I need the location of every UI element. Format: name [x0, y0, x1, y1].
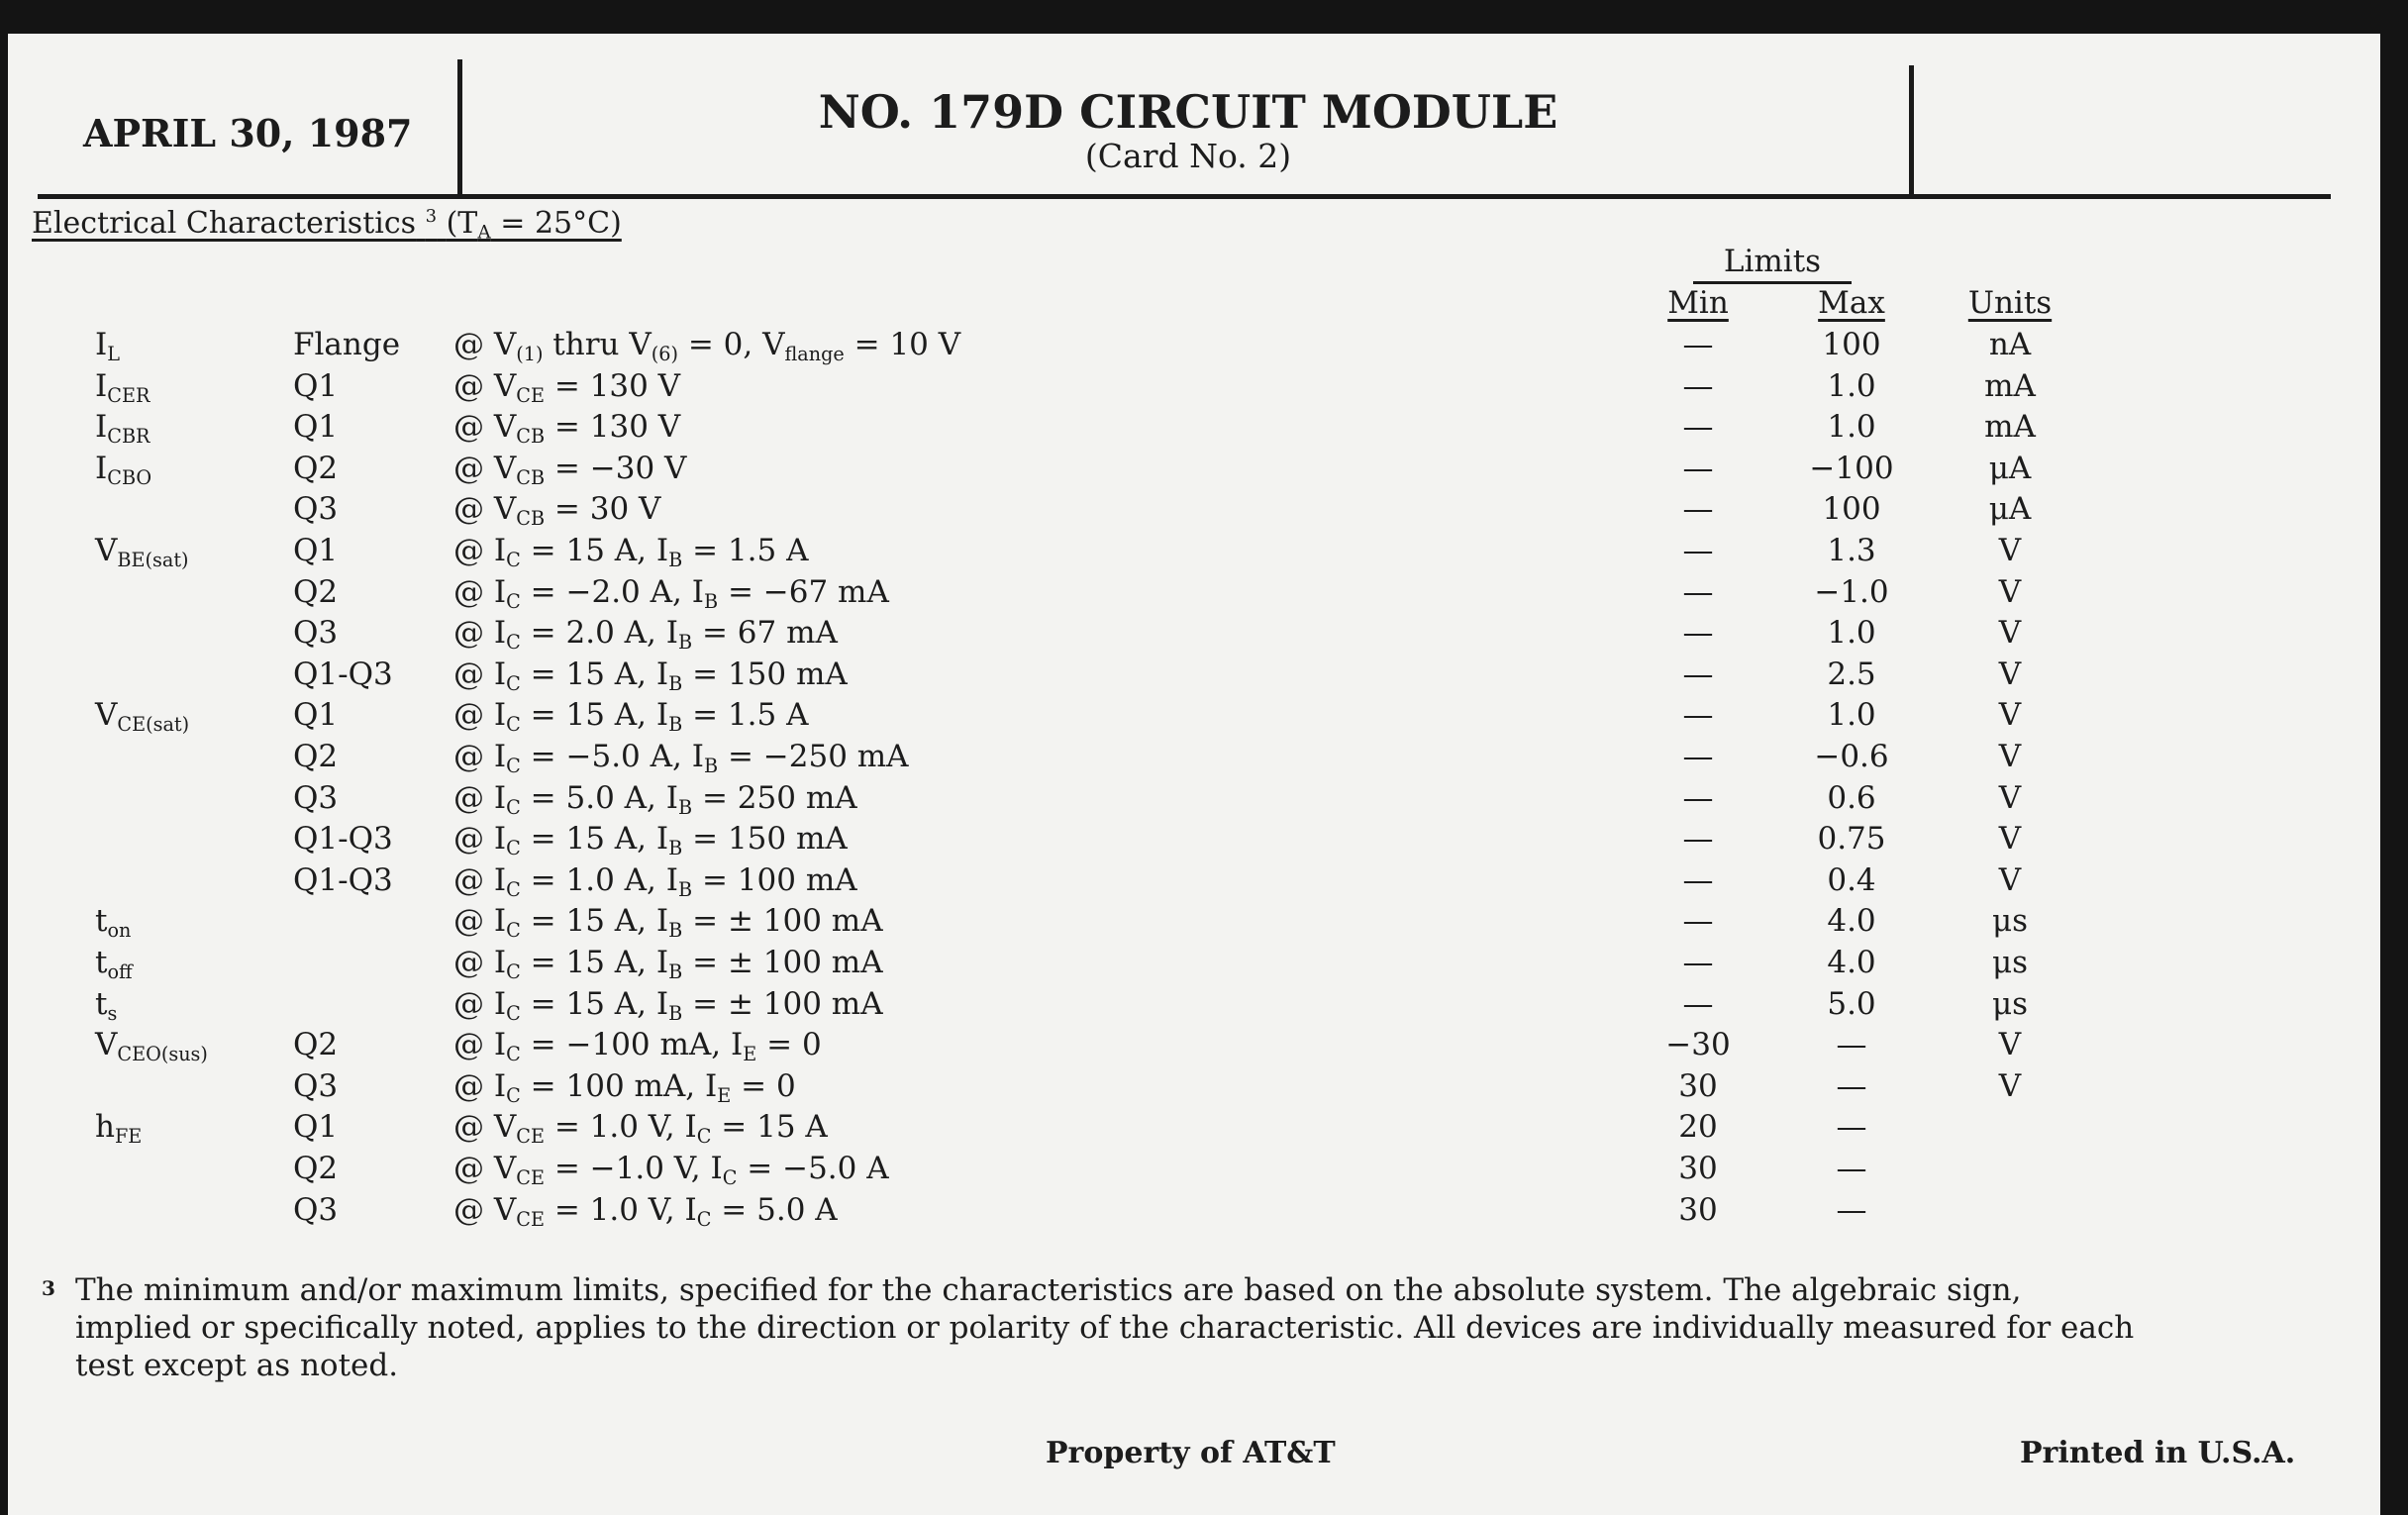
test-condition [453, 368, 681, 407]
condition-subscript: E [743, 1042, 757, 1065]
condition-text: = 2.0 A, I [520, 615, 678, 651]
param-base: I [95, 409, 108, 445]
param-base: I [95, 327, 108, 362]
limit-max: 4.0 [1827, 945, 1876, 980]
param-symbol [95, 986, 118, 1025]
test-condition [453, 409, 681, 448]
limit-max: 1.0 [1827, 368, 1876, 404]
condition-subscript: B [668, 671, 683, 695]
param-subscript: CER [107, 383, 150, 407]
limit-max: — [1836, 1109, 1867, 1145]
property-notice: Property of AT&T [1046, 1436, 1336, 1470]
condition-subscript: B [668, 548, 683, 571]
limit-min: — [1682, 368, 1714, 404]
test-condition [453, 780, 857, 819]
section-condition-suffix: = 25°C) [490, 206, 622, 241]
condition-subscript: C [506, 548, 521, 571]
condition-subscript: B [668, 960, 683, 983]
param-base: I [95, 368, 108, 404]
unit: V [1998, 1068, 2022, 1104]
condition-text: = 130 V [545, 409, 681, 445]
condition-text: = −30 V [545, 451, 687, 486]
device: Q1 [293, 368, 339, 404]
unit: V [1998, 574, 2022, 610]
param-subscript: BE(sat) [117, 548, 189, 571]
limit-max: 0.75 [1817, 821, 1886, 857]
limit-min: −30 [1665, 1027, 1731, 1062]
device: Q1-Q3 [293, 656, 393, 692]
test-condition [453, 656, 848, 695]
condition-text: @ V [453, 1192, 517, 1228]
test-condition [453, 1151, 889, 1189]
condition-text: @ I [453, 533, 507, 568]
unit: V [1998, 656, 2022, 692]
condition-text: @ I [453, 986, 507, 1022]
unit: mA [1984, 409, 2036, 445]
limit-min: 30 [1678, 1068, 1718, 1104]
condition-text: = 1.0 A, I [520, 862, 678, 898]
condition-text: = ± 100 mA [682, 986, 883, 1022]
limit-min: 20 [1678, 1109, 1718, 1145]
limit-max: −0.6 [1814, 739, 1889, 774]
condition-text: = ± 100 mA [682, 945, 883, 980]
limit-max: 1.0 [1827, 409, 1876, 445]
condition-text: = −5.0 A [737, 1151, 889, 1186]
footnote-text: The minimum and/or maximum limits, specified for the characteristics are based on the absolute system. The algebraic sign, implied or specifically noted, applies to the direction or polarity of the characteristic. All devices are individually measured for each test except as noted. [75, 1272, 2135, 1383]
condition-subscript: B [703, 589, 719, 613]
limit-max: −100 [1809, 451, 1894, 486]
condition-text: = 15 A, I [520, 821, 669, 857]
test-condition [453, 697, 809, 736]
test-condition [453, 739, 909, 777]
limit-max: — [1836, 1027, 1867, 1062]
section-title-text: Electrical Characteristics [32, 206, 417, 241]
unit: mA [1984, 368, 2036, 404]
condition-text: = −100 mA, I [520, 1027, 744, 1062]
limit-max: 1.0 [1827, 615, 1876, 651]
condition-text: = 0 [731, 1068, 796, 1104]
condition-subscript: CB [516, 424, 546, 448]
limit-min: — [1682, 821, 1714, 857]
header-divider-left [457, 59, 462, 198]
param-base: V [95, 1027, 118, 1062]
limit-max: — [1836, 1068, 1867, 1104]
unit: μA [1988, 451, 2032, 486]
limit-min: — [1682, 327, 1714, 362]
unit: V [1998, 821, 2022, 857]
condition-text: @ I [453, 862, 507, 898]
param-symbol [95, 533, 189, 571]
limit-max: 5.0 [1827, 986, 1876, 1022]
condition-subscript: CE [516, 1207, 545, 1231]
condition-text: = 100 mA [692, 862, 857, 898]
test-condition [453, 821, 848, 857]
device: Q2 [293, 739, 339, 774]
condition-subscript: C [722, 1165, 738, 1189]
param-subscript: L [107, 342, 121, 365]
param-symbol [95, 327, 121, 365]
limit-max: 1.0 [1827, 697, 1876, 733]
condition-text: @ I [453, 903, 507, 939]
condition-text: @ I [453, 656, 507, 692]
footnote [42, 1271, 2141, 1384]
limit-min: — [1682, 986, 1714, 1022]
condition-text: = 1.0 V, I [544, 1192, 697, 1228]
condition-text: = 10 V [844, 327, 961, 362]
test-condition [453, 1192, 838, 1231]
param-base: V [95, 533, 118, 568]
unit: μA [1988, 491, 2032, 527]
condition-text: = 30 V [545, 491, 661, 527]
condition-subscript: C [506, 877, 521, 901]
condition-text: @ I [453, 615, 507, 651]
condition-text: = 1.5 A [682, 697, 809, 733]
limit-min: — [1682, 945, 1714, 980]
condition-subscript: B [668, 1001, 683, 1025]
device: Flange [293, 327, 401, 362]
param-base: t [95, 986, 108, 1022]
test-condition [453, 1068, 796, 1107]
section-condition-prefix: (T [446, 206, 478, 241]
test-condition [453, 533, 809, 571]
device: Q3 [293, 491, 339, 527]
limit-min: — [1682, 451, 1714, 486]
device: Q3 [293, 1068, 339, 1104]
param-subscript: CEO(sus) [117, 1042, 208, 1065]
max-header: Max [1818, 285, 1885, 321]
condition-text: = −5.0 A, I [520, 739, 704, 774]
condition-text: @ V [453, 1151, 517, 1186]
param-subscript: s [107, 1001, 118, 1025]
limit-min: — [1682, 574, 1714, 610]
unit: V [1998, 1027, 2022, 1062]
condition-subscript: B [678, 795, 693, 819]
param-symbol [95, 1109, 143, 1148]
condition-subscript: C [506, 671, 521, 695]
device: Q1 [293, 1109, 339, 1145]
limit-min: — [1682, 533, 1714, 568]
device: Q2 [293, 574, 339, 610]
condition-text: = 15 A, I [520, 656, 669, 692]
test-condition [453, 1109, 828, 1148]
param-symbol [95, 451, 152, 489]
condition-text: = 15 A, I [520, 697, 669, 733]
section-footnote-ref: 3 [425, 206, 438, 227]
condition-text: thru V [543, 327, 652, 362]
param-subscript: CBR [107, 424, 150, 448]
condition-text: @ V [453, 451, 517, 486]
header-rule [38, 194, 2331, 199]
param-symbol [95, 1027, 208, 1065]
page-subtitle: (Card No. 2) [1084, 137, 1292, 175]
condition-text: @ I [453, 1068, 507, 1104]
unit: μs [1991, 903, 2029, 939]
device: Q2 [293, 451, 339, 486]
device: Q1-Q3 [293, 862, 393, 898]
condition-text: = 15 A, I [520, 945, 669, 980]
limit-min: 30 [1678, 1151, 1718, 1186]
condition-subscript: B [668, 918, 683, 942]
limit-min: — [1682, 862, 1714, 898]
device: Q3 [293, 1192, 339, 1228]
condition-subscript: C [506, 1001, 521, 1025]
condition-text: = 130 V [544, 368, 681, 404]
unit: V [1998, 862, 2022, 898]
param-base: V [95, 697, 118, 733]
unit: μs [1991, 986, 2029, 1022]
unit: V [1998, 780, 2022, 816]
condition-subscript: C [506, 918, 521, 942]
condition-subscript: B [678, 877, 693, 901]
test-condition [453, 862, 857, 901]
limit-min: — [1682, 615, 1714, 651]
condition-text: @ I [453, 945, 507, 980]
condition-subscript: C [506, 836, 521, 859]
condition-text: = 67 mA [692, 615, 838, 651]
limit-max: −1.0 [1814, 574, 1889, 610]
condition-text: @ I [453, 780, 507, 816]
param-symbol [95, 903, 132, 942]
condition-text: = 15 A, I [520, 903, 669, 939]
limit-max: 4.0 [1827, 903, 1876, 939]
limit-min: 30 [1678, 1192, 1718, 1228]
condition-subscript: flange [784, 342, 845, 365]
condition-text: = 250 mA [692, 780, 857, 816]
condition-subscript: CE [516, 1124, 545, 1148]
limit-max: — [1836, 1192, 1867, 1228]
section-condition-sub: A [477, 222, 491, 244]
condition-text: @ I [453, 821, 507, 857]
unit: V [1998, 697, 2022, 733]
condition-text: @ I [453, 697, 507, 733]
condition-text: @ V [453, 491, 517, 527]
limit-min: — [1682, 697, 1714, 733]
limit-max: 0.6 [1827, 780, 1876, 816]
condition-subscript: (1) [516, 342, 544, 365]
condition-subscript: E [717, 1083, 732, 1107]
condition-text: = ± 100 mA [682, 903, 883, 939]
footnote-mark: 3 [42, 1276, 55, 1300]
condition-text: = 0, V [677, 327, 785, 362]
limits-header: Limits [1723, 244, 1822, 279]
condition-subscript: CE [516, 1165, 545, 1189]
param-symbol [95, 368, 150, 407]
limits-rule [1693, 281, 1852, 284]
condition-subscript: C [506, 630, 521, 654]
condition-subscript: CB [516, 465, 546, 489]
device: Q1 [293, 697, 339, 733]
condition-text: = 15 A, I [520, 986, 669, 1022]
condition-text: = 15 A, I [520, 533, 669, 568]
limit-min: — [1682, 739, 1714, 774]
limit-min: — [1682, 491, 1714, 527]
test-condition [453, 903, 883, 942]
limit-min: — [1682, 780, 1714, 816]
param-base: t [95, 903, 108, 939]
condition-subscript: C [696, 1124, 712, 1148]
condition-text: = −250 mA [718, 739, 909, 774]
test-condition [453, 1027, 822, 1065]
condition-text: @ V [453, 327, 517, 362]
param-base: t [95, 945, 108, 980]
condition-text: @ V [453, 409, 517, 445]
min-header: Min [1667, 285, 1729, 321]
condition-subscript: C [696, 1207, 712, 1231]
param-base: I [95, 451, 108, 486]
condition-subscript: C [506, 1083, 521, 1107]
unit: V [1998, 615, 2022, 651]
test-condition [453, 327, 961, 365]
device: Q2 [293, 1027, 339, 1062]
condition-subscript: (6) [651, 342, 678, 365]
device: Q1-Q3 [293, 821, 393, 857]
condition-text: = 1.0 V, I [544, 1109, 697, 1145]
test-condition [453, 451, 687, 489]
limit-max: 1.3 [1827, 533, 1876, 568]
param-subscript: off [107, 960, 133, 983]
condition-subscript: B [668, 836, 683, 859]
unit: μs [1991, 945, 2029, 980]
condition-text: = 5.0 A, I [520, 780, 678, 816]
limit-max: 100 [1822, 491, 1881, 527]
test-condition [453, 491, 661, 530]
unit: nA [1988, 327, 2032, 362]
param-subscript: CBO [107, 465, 152, 489]
page-title: NO. 179D CIRCUIT MODULE [818, 85, 1558, 139]
device: Q3 [293, 615, 339, 651]
condition-text: = 150 mA [682, 656, 848, 692]
condition-text: = 15 A [711, 1109, 828, 1145]
device: Q1 [293, 409, 339, 445]
condition-subscript: C [506, 754, 521, 777]
param-symbol [95, 409, 150, 448]
limit-min: — [1682, 656, 1714, 692]
limit-max: 0.4 [1827, 862, 1876, 898]
param-subscript: on [107, 918, 132, 942]
param-base: h [95, 1109, 115, 1145]
limit-min: — [1682, 903, 1714, 939]
limit-max: 100 [1822, 327, 1881, 362]
condition-text: = 150 mA [682, 821, 848, 857]
condition-subscript: C [506, 589, 521, 613]
condition-subscript: B [678, 630, 693, 654]
condition-subscript: CB [516, 506, 546, 530]
condition-subscript: C [506, 795, 521, 819]
condition-text: = −67 mA [718, 574, 889, 610]
param-symbol [95, 697, 190, 736]
condition-text: @ V [453, 1109, 517, 1145]
units-header: Units [1967, 285, 2053, 321]
unit: V [1998, 533, 2022, 568]
condition-text: = 0 [756, 1027, 822, 1062]
condition-subscript: C [506, 960, 521, 983]
test-condition [453, 986, 883, 1025]
condition-subscript: B [668, 712, 683, 736]
condition-subscript: C [506, 1042, 521, 1065]
limit-max: — [1836, 1151, 1867, 1186]
limit-min: — [1682, 409, 1714, 445]
section-title [32, 206, 622, 244]
condition-text: = 5.0 A [711, 1192, 838, 1228]
device: Q1 [293, 533, 339, 568]
param-symbol [95, 945, 133, 983]
unit: V [1998, 739, 2022, 774]
condition-text: @ I [453, 1027, 507, 1062]
limit-max: 2.5 [1827, 656, 1876, 692]
test-condition [453, 574, 889, 613]
param-subscript: CE(sat) [117, 712, 190, 736]
condition-text: = 100 mA, I [520, 1068, 718, 1104]
condition-subscript: B [703, 754, 719, 777]
test-condition [453, 945, 883, 983]
condition-text: = −2.0 A, I [520, 574, 704, 610]
condition-text: @ I [453, 739, 507, 774]
condition-text: = 1.5 A [682, 533, 809, 568]
param-subscript: FE [114, 1124, 143, 1148]
condition-text: = −1.0 V, I [544, 1151, 723, 1186]
device: Q2 [293, 1151, 339, 1186]
condition-subscript: C [506, 712, 521, 736]
device: Q3 [293, 780, 339, 816]
condition-text: @ V [453, 368, 517, 404]
test-condition [453, 615, 838, 654]
date: APRIL 30, 1987 [83, 111, 413, 155]
condition-subscript: CE [516, 383, 545, 407]
printed-notice: Printed in U.S.A. [2020, 1436, 2296, 1470]
condition-text: @ I [453, 574, 507, 610]
